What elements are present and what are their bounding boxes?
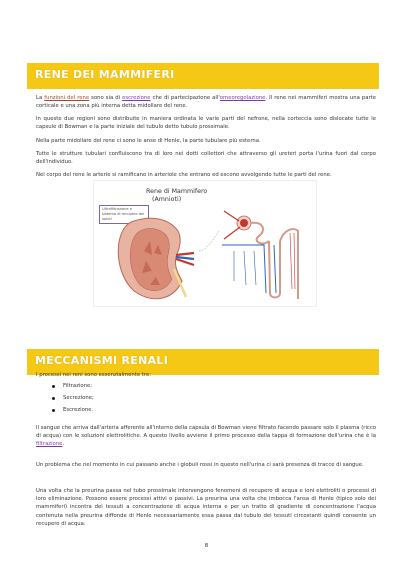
list-item-text: Filtrazione; (63, 383, 92, 389)
text: . Il rene nei mammiferi mostra una parte corticale e una zona più interna detta midollare del rene. (36, 95, 376, 110)
text: . (62, 441, 65, 448)
kidney-nephron-illustration (94, 181, 318, 308)
section-title: MECCANISMI RENALI (35, 354, 169, 367)
bullet-list (52, 380, 352, 416)
list-item (52, 392, 352, 404)
paragraph: Tutte le strutture tubulari confluiscono tra di loro nei dotti collettori che attraverso gli ureteri porta l'urina fuori dal corpo dell'individuo. (36, 151, 376, 166)
underlined-term: escrezione (122, 95, 151, 101)
bullet-icon (52, 409, 55, 412)
underlined-term: omeoregolazione (219, 95, 266, 101)
paragraph: Una volta che la preurina passa nel tubo prossimale intervengono fenomeni di recupero di acqua e ioni elettroliti o processi di loro eliminazione. Possono essere processi attivi o passivi. La preurina una volta che imbocca l'ansa di Henle (tipico solo dei mammiferi) incontra dei tessuti a concentrazione di acqua interna e per un tratto di gradiente di concentrazione l'acqua contenuta nella preurina diffonde di Henle necessariamente essa passa dal tubulo dei tessuti circostanti quindi consente un recupero di acqua. (36, 488, 376, 527)
list-item (52, 404, 352, 416)
figure-subtitle: (Amnioti) (152, 196, 182, 203)
bullet-icon (52, 385, 55, 388)
list-item-text: Secrezione; (63, 395, 94, 401)
bullet-icon (52, 397, 55, 400)
text: Il sangue che arriva dall'arteria afferente all'interno della capsula di Bowman viene filtrato facendo passare solo il plasma (ricco di acqua) con le soluzioni elettrolitiche. A questo livello avviene il primo processo della tappa di formazione dell'urina che è la (36, 425, 376, 440)
paragraph (36, 94, 376, 110)
text: sono sia di (89, 95, 123, 101)
paragraph (36, 424, 376, 449)
text: La (36, 95, 45, 101)
paragraph: Nel corpo del rene le arterie si ramificano in arteriole che entrano ed escono avvolgendo tutte le parti del rene. (36, 172, 332, 178)
section-title: RENE DEI MAMMIFERI (35, 68, 175, 81)
list-item-text: Escrezione. (63, 407, 94, 413)
text: che di partecipazione all' (150, 95, 220, 101)
figure-title: Rene di Mammifero (146, 188, 208, 195)
figure-callout: Ultrafiltrazione e sistema di recupero dei soluti (99, 205, 149, 224)
underlined-term: funzioni del rene (44, 95, 90, 101)
paragraph: Un problema che nel momento in cui passano anche i globuli rossi in questo nell'urina ci sarà presenza di tracce di sangue. (36, 462, 364, 468)
paragraph: Nella parte midollare del rene ci sono le anse di Henle, la parte tubulare più esterna. (36, 138, 261, 144)
paragraph: In queste due regioni sono distribuite in maniera ordinata le varie parti del nefrone, nella corteccia sono dislocate tutte le capsule di Bowman e la parte iniziale del tubulo detto tubulo prossimale. (36, 116, 376, 131)
list-item (52, 380, 352, 392)
paragraph: I processi nei reni sono essenzialmente tre: (36, 372, 151, 378)
page-number: 8 (204, 543, 209, 549)
section-banner-rene (27, 63, 379, 89)
underlined-term: filtrazione (36, 441, 63, 448)
kidney-figure (93, 180, 317, 307)
